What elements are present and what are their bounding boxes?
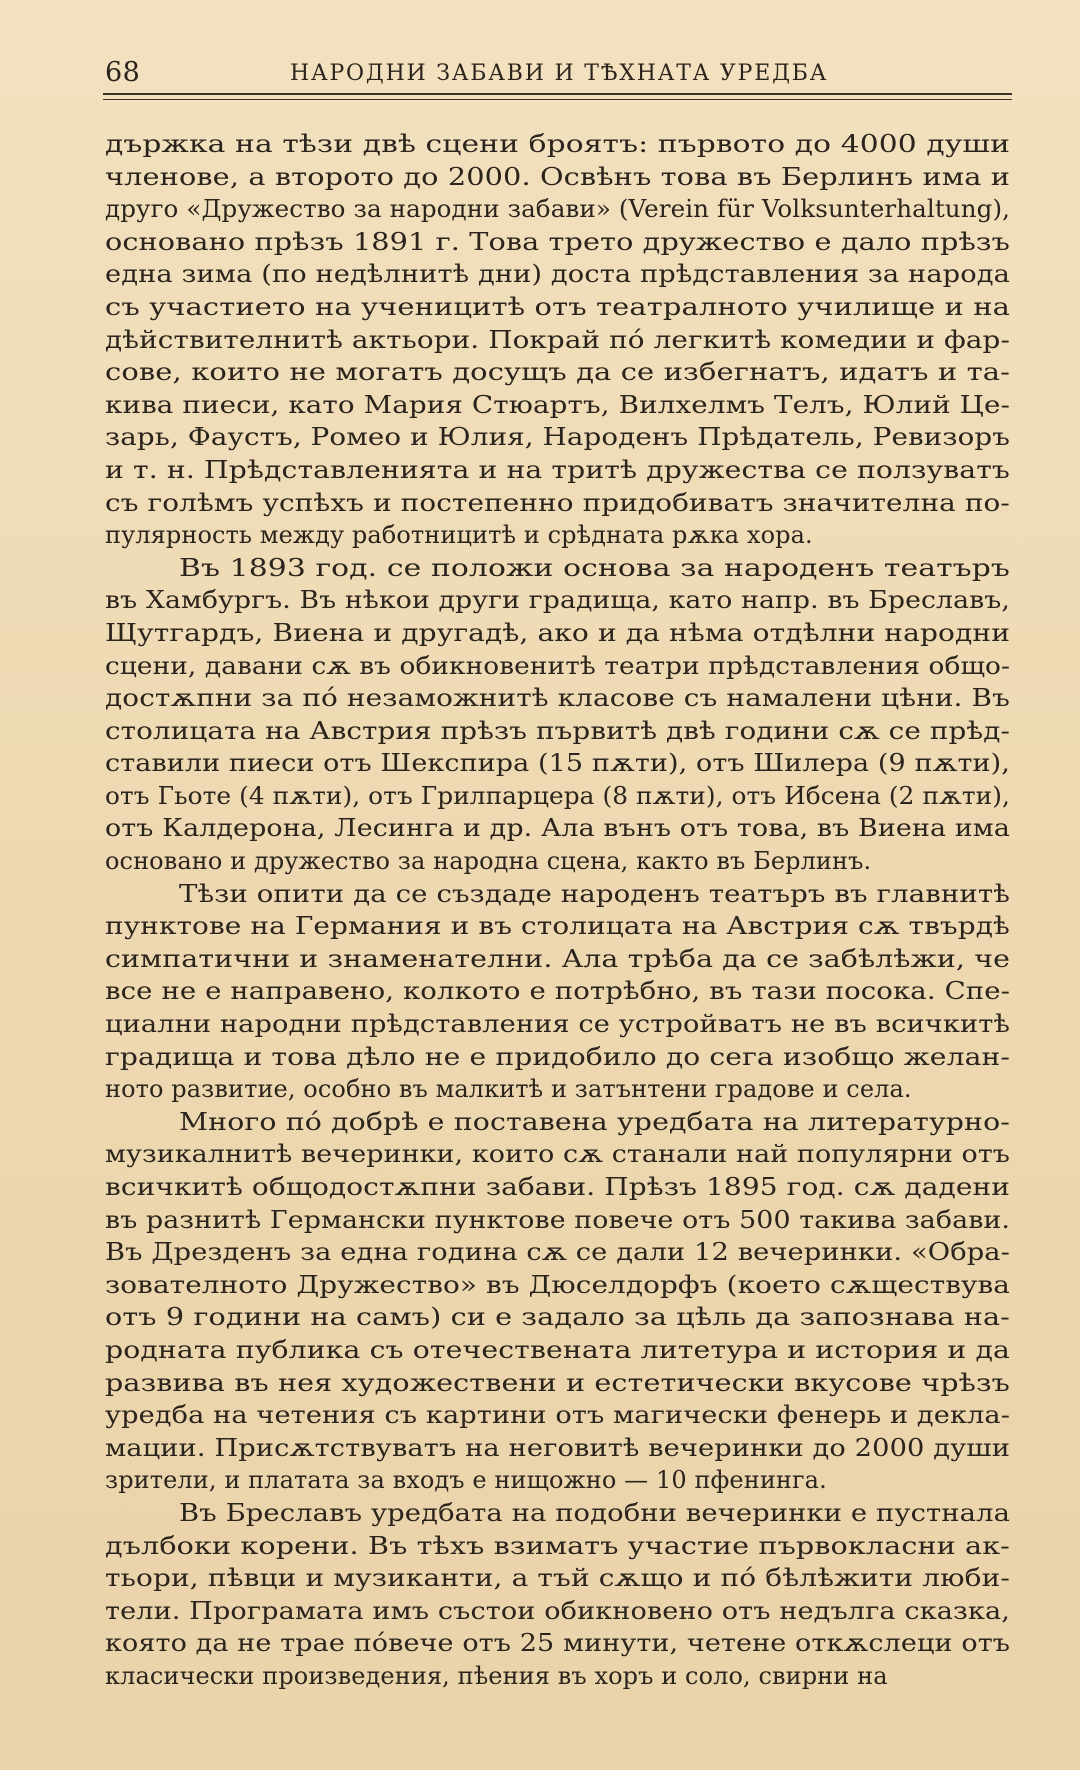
text-line-content: всичкитѣ общодостѫпни забави. Прѣзъ 1895 год. сѫ дадени — [105, 1173, 1011, 1201]
text-line-content: уредба на четения съ картини отъ магически фенерь и декла- — [105, 1401, 1011, 1430]
page-number: 68 — [105, 57, 141, 88]
text-line-content: отъ Калдерона, Лесинга и др. Ала вънъ отъ това, въ Виена има — [105, 814, 1010, 843]
text-line — [105, 487, 1020, 520]
text-line — [105, 1562, 1020, 1595]
text-line — [105, 1660, 1020, 1693]
text-line-content: Много пó добрѣ е поставена уредбата на литературно- — [179, 1107, 1010, 1136]
text-line — [105, 1138, 1020, 1171]
text-line-content: циални народни прѣдставления се устройватъ не въ всичкитѣ — [105, 1010, 1010, 1039]
text-line — [105, 715, 1020, 748]
text-line-content: все не е направено, колкото е потрѣбно, въ тази посока. Спе- — [105, 977, 1011, 1006]
text-line — [105, 389, 1020, 422]
text-line-content: Въ Бреславъ уредбата на подобни вечеринки е пустнала — [179, 1498, 1011, 1527]
text-line-content: сцени, давани сѫ въ обикновенитѣ театри прѣдставления общо- — [105, 651, 1011, 680]
text-line-content: класически произведения, пѣения въ хоръ и соло, свирни на — [105, 1661, 888, 1690]
text-line-content: основано и дружество за народна сцена, както въ Берлинъ. — [105, 847, 872, 876]
text-line-content: пунктове на Германия и въ столицата на Австрия сѫ твърдѣ — [105, 912, 1010, 941]
text-line-content: ното развитие, особно въ малкитѣ и затънтени градове и села. — [105, 1075, 912, 1104]
text-line-content: и т. н. Прѣдставленията и на тритѣ дружества се ползуватъ — [105, 455, 1011, 484]
text-line-content: кива пиеси, като Мария Стюартъ, Вилхелмъ Телъ, Юлий Це- — [105, 390, 1011, 419]
text-line-content: ставили пиеси отъ Шекспира (15 пѫти), отъ Шилера (9 пѫти), — [105, 749, 1010, 778]
text-line — [105, 1204, 1020, 1237]
text-line-content: Въ Дрезденъ за една година сѫ се дали 12 вечеринки. «Обра- — [105, 1238, 1011, 1267]
text-line — [105, 421, 1020, 454]
text-line — [105, 1530, 1020, 1563]
text-line-content: членове, а второто до 2000. Освѣнъ това въ Берлинъ има и — [105, 162, 1011, 191]
text-line — [105, 1497, 1020, 1530]
text-line-content: сове, които не могатъ досущъ да се избегнатъ, идатъ и та- — [105, 358, 1011, 387]
text-line — [105, 878, 1020, 911]
text-line — [105, 454, 1020, 487]
text-line — [105, 1106, 1020, 1139]
text-line — [105, 356, 1020, 389]
text-line-content: дълбоки корени. Въ тѣхъ взиматъ участие първокласни ак- — [105, 1531, 1010, 1560]
text-line — [105, 1334, 1020, 1367]
text-line — [105, 584, 1020, 617]
text-line — [105, 193, 1020, 226]
text-line — [105, 682, 1020, 715]
text-line-content: музикалнитѣ вечеринки, които сѫ станали най популярни отъ — [105, 1140, 1011, 1169]
text-line-content: отъ 9 години на самъ) си е задало за цѣль да запознава на- — [105, 1303, 1010, 1332]
text-line-content: отъ Гьоте (4 пѫти), отъ Грилпарцера (8 пѫти), отъ Ибсена (2 пѫти), — [105, 781, 1010, 810]
text-line — [105, 1236, 1020, 1269]
text-line — [105, 1627, 1020, 1660]
text-line-content: достѫпни за пó незаможнитѣ класове съ намалени цѣни. Въ — [105, 684, 1010, 713]
body-text — [105, 128, 1020, 1693]
text-line-content: тели. Програмата имъ състои обикновено отъ недълга сказка, — [105, 1596, 1010, 1625]
text-line — [105, 1269, 1020, 1302]
text-line-content: Тѣзи опити да се създаде народенъ театъръ въ главнитѣ — [179, 879, 1010, 908]
text-line — [105, 1367, 1020, 1400]
text-line — [105, 747, 1020, 780]
text-line-content: Въ 1893 год. се положи основа за народенъ театъръ — [179, 553, 1010, 582]
text-line-content: друго «Дружество за народни забави» (Verein für Volksunterhaltung), — [105, 195, 1011, 224]
text-line — [105, 324, 1020, 357]
text-line-content: държка на тѣзи двѣ сцени броятъ: първото до 4000 души — [105, 130, 1010, 158]
text-line-content: дѣйствителнитѣ актьори. Покрай пó легкитѣ комедии и фар- — [105, 325, 1010, 354]
text-line-content: основано прѣзъ 1891 г. Това трето дружество е дало прѣзъ — [105, 227, 1011, 256]
text-line — [105, 552, 1020, 585]
text-line-content: зователното Дружество» въ Дюселдорфъ (което сѫществува — [105, 1270, 1011, 1299]
text-line-content: столицата на Австрия прѣзъ първитѣ двѣ години сѫ се прѣд- — [105, 716, 1010, 745]
text-line — [105, 1432, 1020, 1465]
text-line-content: градища и това дѣло не е придобило до сега изобщо желан- — [105, 1042, 1011, 1071]
text-line — [105, 617, 1020, 650]
text-line-content: която да не трае пóвече отъ 25 минути, четене откѫслеци отъ — [105, 1629, 1011, 1658]
text-line-content: зарь, Фаустъ, Ромео и Юлия, Народенъ Прѣдатель, Ревизоръ — [105, 423, 1010, 452]
text-line — [105, 258, 1020, 291]
text-line — [105, 226, 1020, 259]
text-line — [105, 975, 1020, 1008]
text-line — [105, 291, 1020, 324]
header-rule-thick — [103, 93, 1012, 95]
text-line-content: Щутгардъ, Виена и другадѣ, ако и да нѣма отдѣлни народни — [105, 618, 1011, 647]
text-line — [105, 1073, 1020, 1106]
text-line-content: една зима (по недѣлнитѣ дни) доста прѣдставления за народа — [105, 260, 1011, 289]
text-line-content: въ Хамбургъ. Въ нѣкои други градища, като напр. въ Бреславъ, — [105, 586, 1011, 615]
page-header — [105, 55, 1010, 95]
text-line — [105, 1041, 1020, 1074]
text-line-content: родната публика съ отечествената литетура и история и да — [105, 1335, 1011, 1364]
header-rule-thin — [103, 99, 1012, 100]
text-line — [105, 1399, 1020, 1432]
text-line-content: пулярность между работницитѣ и срѣдната рѫка хора. — [105, 521, 813, 550]
text-line-content: съ участието на ученицитѣ отъ театралното училище и на — [105, 292, 1010, 321]
text-line-content: мации. Присѫтствуватъ на неговитѣ вечеринки до 2000 души — [105, 1433, 1010, 1462]
text-line-content: симпатични и знаменателни. Ала трѣба да се забѣлѣжи, че — [105, 944, 1011, 973]
text-line-content: въ разнитѣ Германски пунктове повече отъ 500 такива забави. — [105, 1205, 1011, 1234]
text-line — [105, 128, 1020, 161]
text-line — [105, 1171, 1020, 1204]
text-line — [105, 1595, 1020, 1628]
text-line — [105, 812, 1020, 845]
text-line-content: съ голѣмъ успѣхъ и постепенно придобиватъ значителна по- — [105, 488, 1010, 517]
text-line — [105, 1301, 1020, 1334]
text-line-content: развива въ нея художествени и естетически вкусове чрѣзъ — [105, 1368, 1010, 1397]
text-line — [105, 1008, 1020, 1041]
text-line — [105, 519, 1020, 552]
text-line — [105, 910, 1020, 943]
text-line — [105, 1464, 1020, 1497]
text-line-content: тьори, пѣвци и музиканти, а тъй сѫщо и пó бѣлѣжити люби- — [105, 1564, 1010, 1593]
text-line — [105, 161, 1020, 194]
text-line — [105, 780, 1020, 813]
text-line-content: зрители, и платата за входъ е нищожно — 10 пфенинга. — [105, 1466, 827, 1495]
text-line — [105, 943, 1020, 976]
running-title: НАРОДНИ ЗАБАВИ И ТѢХНАТА УРЕДБА — [290, 61, 829, 86]
text-line — [105, 845, 1020, 878]
text-line — [105, 650, 1020, 683]
